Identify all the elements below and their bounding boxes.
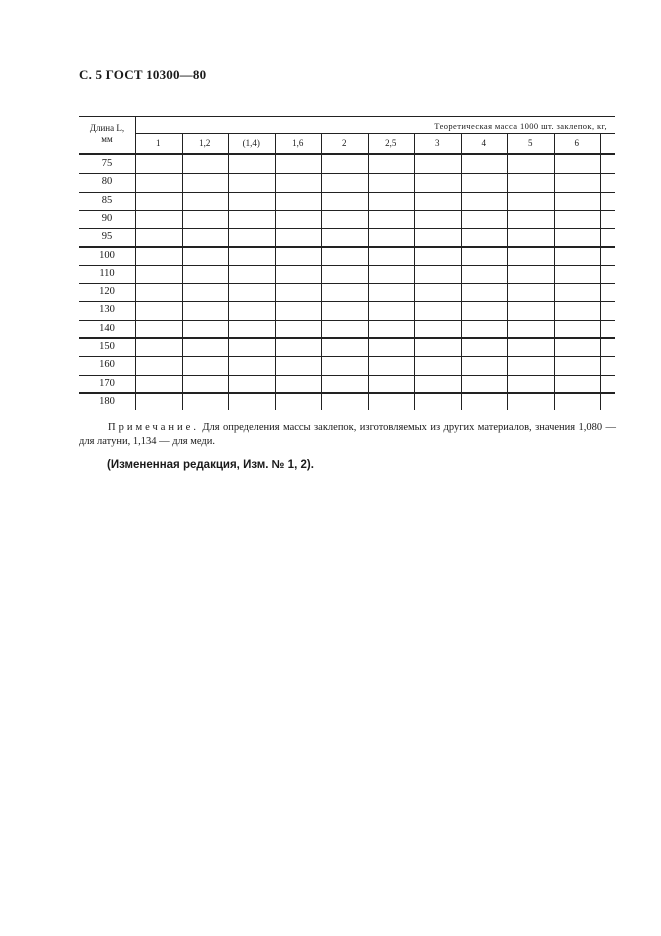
column-divider <box>321 133 322 410</box>
row-length-label: 75 <box>101 158 113 169</box>
row-length-label: 170 <box>99 377 115 389</box>
row-length-label: 140 <box>99 322 115 334</box>
table-top-border <box>79 116 615 117</box>
column-header: 5 <box>528 138 533 148</box>
mass-group-header: Теоретическая масса 1000 шт. заклепок, кг, <box>434 121 607 131</box>
row-length-label: 95 <box>101 231 113 243</box>
header-bottom-border <box>79 153 615 155</box>
row-length-label: 110 <box>99 267 115 279</box>
row-length-label: 130 <box>99 304 115 316</box>
column-divider <box>228 133 229 410</box>
column-header: 1 <box>156 138 161 148</box>
row-divider <box>79 173 615 174</box>
length-header-line2: мм <box>101 134 113 144</box>
row-length-label: 100 <box>99 249 115 261</box>
length-header <box>79 123 135 145</box>
column-divider <box>600 133 601 410</box>
row-length-label: 150 <box>99 341 115 352</box>
row-divider <box>79 246 615 248</box>
row-divider <box>79 320 615 321</box>
row-length-label: 120 <box>99 286 115 298</box>
column-header: 1,6 <box>292 138 304 148</box>
rivet-mass-table <box>79 116 615 410</box>
row-divider <box>79 375 615 376</box>
table-note <box>79 421 616 449</box>
row-divider <box>79 283 615 284</box>
column-header: 4 <box>481 138 486 148</box>
column-header: 1,2 <box>199 138 211 148</box>
note-text: Для определения массы заклепок, изготовляемых из других материалов, значения 1,080 — для латуни, 1,134 — для меди. <box>79 422 616 447</box>
edition-note: (Измененная редакция, Изм. № 1, 2). <box>107 459 314 471</box>
group-title-divider <box>135 133 615 134</box>
length-header-line1: Длина L, <box>89 123 125 133</box>
column-divider <box>182 133 183 410</box>
note-label: Примечание. <box>108 422 199 433</box>
row-length-label: 90 <box>101 212 113 224</box>
column-divider <box>368 133 369 410</box>
row-divider <box>79 392 615 394</box>
row-divider <box>79 210 615 211</box>
column-header: 6 <box>574 138 579 148</box>
row-divider <box>79 192 615 193</box>
length-column-divider <box>135 116 136 410</box>
column-header: (1,4) <box>242 138 260 148</box>
row-divider <box>79 337 615 339</box>
column-divider <box>507 133 508 410</box>
row-length-label: 80 <box>101 176 113 188</box>
row-length-label: 180 <box>99 395 115 407</box>
row-divider <box>79 265 615 266</box>
column-divider <box>554 133 555 410</box>
row-divider <box>79 356 615 357</box>
page-header: С. 5 ГОСТ 10300—80 <box>79 67 207 82</box>
row-length-label: 160 <box>99 359 115 371</box>
row-divider <box>79 228 615 229</box>
row-length-label: 85 <box>101 194 113 206</box>
column-header: 2,5 <box>385 138 397 148</box>
row-divider <box>79 301 615 302</box>
column-divider <box>414 133 415 410</box>
column-divider <box>461 133 462 410</box>
column-header: 2 <box>342 138 347 148</box>
column-header: 3 <box>435 138 440 148</box>
column-divider <box>275 133 276 410</box>
